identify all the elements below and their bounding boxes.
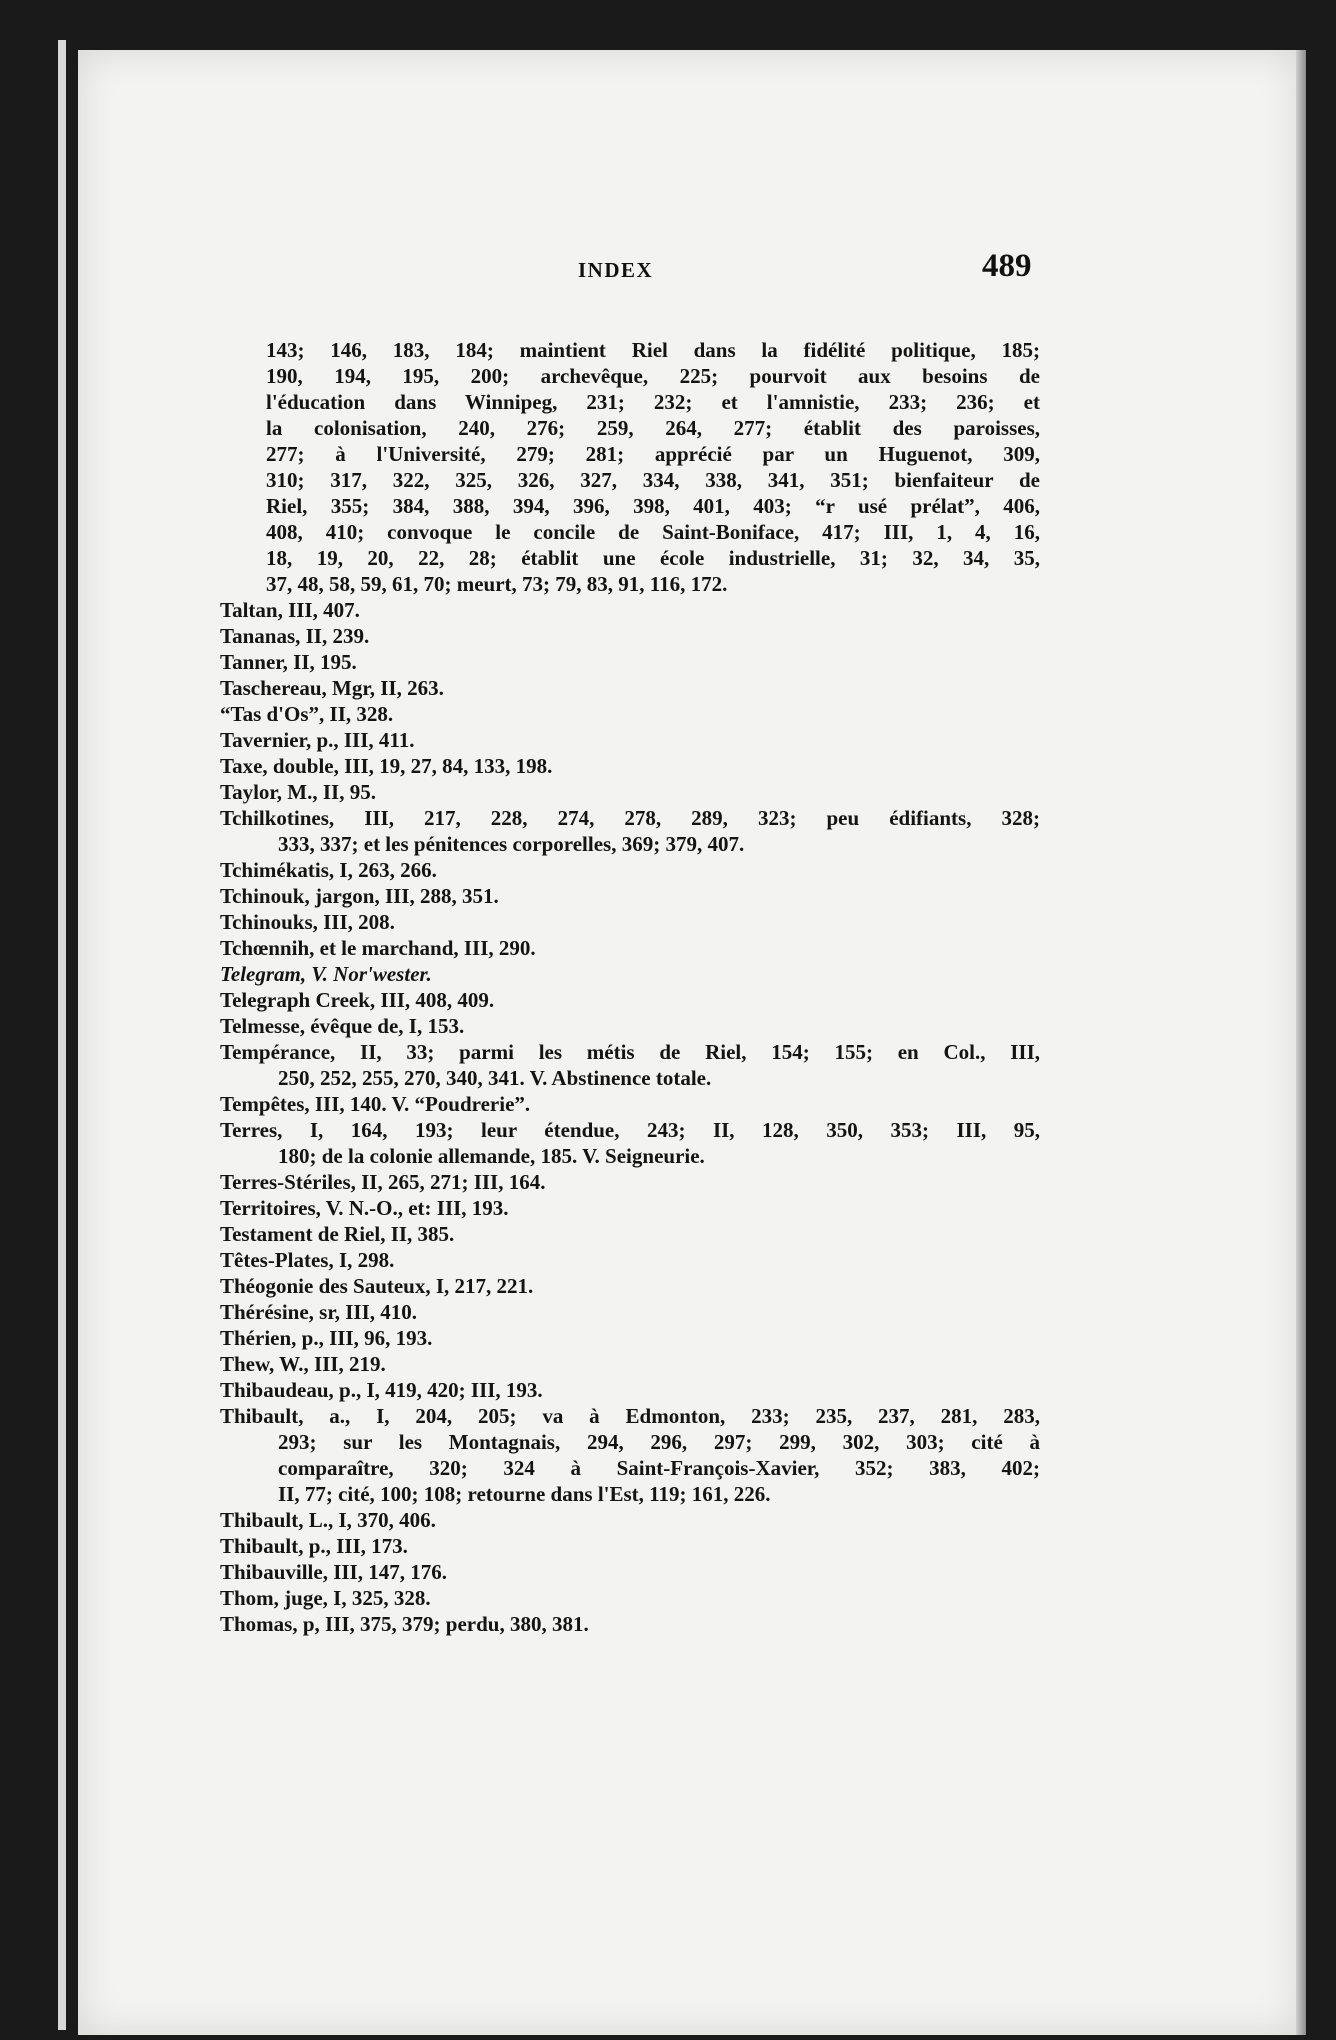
index-entry: Thibault, L., I, 370, 406. [220, 1508, 436, 1532]
index-entry: Testament de Riel, II, 385. [220, 1222, 455, 1246]
index-entry: Thew, W., III, 219. [220, 1352, 386, 1376]
index-entry: Tchœnnih, et le marchand, III, 290. [220, 936, 536, 960]
index-line: 37, 48, 58, 59, 61, 70; meurt, 73; 79, 83, 91, 116, 172. [266, 572, 728, 596]
running-header-title: INDEX [578, 258, 654, 282]
page-edge [1296, 50, 1306, 2035]
index-line: 18, 19, 20, 22, 28; établit une école industrielle, 31; 32, 34, 35, [266, 546, 1040, 570]
index-entry: Telegraph Creek, III, 408, 409. [220, 988, 495, 1012]
index-line: comparaître, 320; 324 à Saint-François-Xavier, 352; 383, 402; [278, 1456, 1040, 1480]
index-entry: Tchinouk, jargon, III, 288, 351. [220, 884, 499, 908]
index-entry: Tananas, II, 239. [220, 624, 370, 648]
index-line: 293; sur les Montagnais, 294, 296, 297; 299, 302, 303; cité à [278, 1430, 1040, 1454]
index-entry: Tempêtes, III, 140. V. “Poudrerie”. [220, 1092, 531, 1116]
index-line: 143; 146, 183, 184; maintient Riel dans la fidélité politique, 185; [266, 338, 1040, 362]
index-entry: Tanner, II, 195. [220, 650, 357, 674]
index-line: l'éducation dans Winnipeg, 231; 232; et l'amnistie, 233; 236; et [266, 390, 1040, 414]
index-entry: Terres, I, 164, 193; leur étendue, 243; II, 128, 350, 353; III, 95, [220, 1118, 1040, 1142]
index-entry: Thibault, p., III, 173. [220, 1534, 408, 1558]
index-entry: Têtes-Plates, I, 298. [220, 1248, 395, 1272]
index-entry: Taylor, M., II, 95. [220, 780, 376, 804]
index-line: 333, 337; et les pénitences corporelles, 369; 379, 407. [278, 832, 745, 856]
index-entry: Tavernier, p., III, 411. [220, 728, 415, 752]
index-line: Riel, 355; 384, 388, 394, 396, 398, 401, 403; “r usé prélat”, 406, [266, 494, 1040, 518]
index-entry: Telegram, V. Nor'wester. [220, 962, 432, 986]
index-entry: Thomas, p, III, 375, 379; perdu, 380, 381. [220, 1612, 589, 1636]
index-line: 277; à l'Université, 279; 281; apprécié par un Huguenot, 309, [266, 442, 1040, 466]
index-entry: Taschereau, Mgr, II, 263. [220, 676, 444, 700]
index-entry: Thérien, p., III, 96, 193. [220, 1326, 433, 1350]
index-entry: Tempérance, II, 33; parmi les métis de Riel, 154; 155; en Col., III, [220, 1040, 1040, 1064]
index-entry: Théogonie des Sauteux, I, 217, 221. [220, 1274, 534, 1298]
index-entry: Taltan, III, 407. [220, 598, 360, 622]
index-line: 250, 252, 255, 270, 340, 341. V. Abstinence totale. [278, 1066, 712, 1090]
index-entry: Tchinouks, III, 208. [220, 910, 395, 934]
page-number: 489 [982, 248, 1032, 284]
index-entry: Territoires, V. N.-O., et: III, 193. [220, 1196, 509, 1220]
index-entry: Taxe, double, III, 19, 27, 84, 133, 198. [220, 754, 553, 778]
index-entry: Thibauville, III, 147, 176. [220, 1560, 447, 1584]
index-line: 180; de la colonie allemande, 185. V. Seigneurie. [278, 1144, 705, 1168]
index-entry: Tchilkotines, III, 217, 228, 274, 278, 289, 323; peu édifiants, 328; [220, 806, 1040, 830]
index-entry: Telmesse, évêque de, I, 153. [220, 1014, 465, 1038]
index-line: la colonisation, 240, 276; 259, 264, 277; établit des paroisses, [266, 416, 1040, 440]
index-line: 310; 317, 322, 325, 326, 327, 334, 338, 341, 351; bienfaiteur de [266, 468, 1040, 492]
index-entry: “Tas d'Os”, II, 328. [220, 702, 394, 726]
index-entry: Terres-Stériles, II, 265, 271; III, 164. [220, 1170, 546, 1194]
index-entries [220, 337, 1040, 1637]
index-line: 190, 194, 195, 200; archevêque, 225; pourvoit aux besoins de [266, 364, 1040, 388]
index-entry: Thibaudeau, p., I, 419, 420; III, 193. [220, 1378, 543, 1402]
index-entry: Thom, juge, I, 325, 328. [220, 1586, 431, 1610]
index-entry: Thérésine, sr, III, 410. [220, 1300, 417, 1324]
index-line: 408, 410; convoque le concile de Saint-Boniface, 417; III, 1, 4, 16, [266, 520, 1040, 544]
binding-edge [58, 40, 66, 2030]
index-entry: Thibault, a., I, 204, 205; va à Edmonton, 233; 235, 237, 281, 283, [220, 1404, 1040, 1428]
index-line: II, 77; cité, 100; 108; retourne dans l'Est, 119; 161, 226. [278, 1482, 771, 1506]
index-entry: Tchimékatis, I, 263, 266. [220, 858, 437, 882]
